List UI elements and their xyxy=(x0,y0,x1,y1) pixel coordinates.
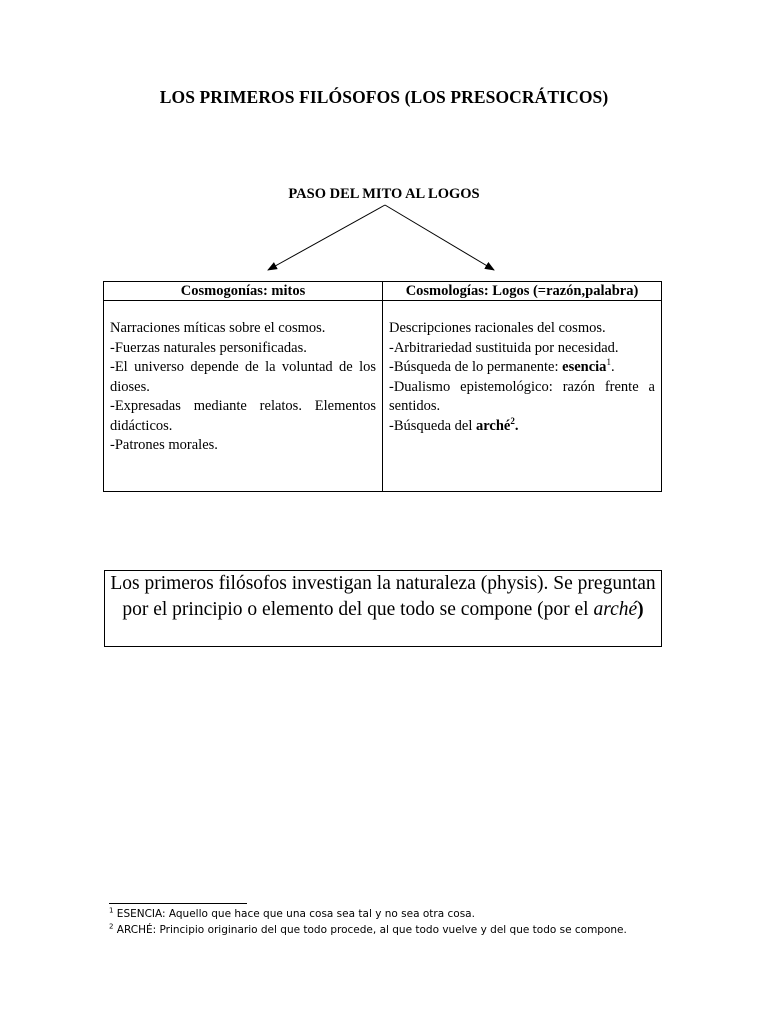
logos-line-esencia: -Búsqueda de lo permanente: esencia$^1$. xyxy=(389,357,615,375)
cell-logos xyxy=(383,301,662,492)
footnote-1: $^1$ ESENCIA: Aquello que hace que una cosa sea tal y no sea otra cosa. xyxy=(109,906,475,920)
mitos-line: Narraciones míticas sobre el cosmos. xyxy=(110,320,326,336)
footnotes xyxy=(109,907,627,938)
section-subtitle: PASO DEL MITO AL LOGOS xyxy=(288,186,480,202)
logos-line: -Dualismo epistemológico: razón frente a sentidos. xyxy=(389,378,655,414)
logos-line: -Arbitrariedad sustituida por necesidad. xyxy=(389,339,619,356)
footnote-ref-2[interactable]: 2 xyxy=(510,415,515,426)
arrow-left xyxy=(268,205,385,270)
summary-arche: arché xyxy=(593,599,638,620)
footnote-separator xyxy=(109,903,247,904)
document-title: LOS PRIMEROS FILÓSOFOS (LOS PRESOCRÁTICOS) xyxy=(159,87,609,107)
cell-mitos xyxy=(104,301,383,492)
mitos-line: -El universo depende de la voluntad de los dioses. xyxy=(110,359,376,395)
header-cosmologias: Cosmologías: Logos (=razón,palabra) xyxy=(383,282,662,301)
arche-term: arché xyxy=(475,417,511,434)
footnote-2: $^2$ ARCHÉ: Principio originario del que todo procede, al que todo vuelve y del que todo se compone. xyxy=(109,922,627,936)
mitos-line: -Fuerzas naturales personificadas. xyxy=(110,339,307,356)
mitos-line: -Expresadas mediante relatos. Elementos didácticos. xyxy=(110,398,376,434)
footnote-ref-1[interactable]: 1 xyxy=(606,357,611,368)
summary-text: Los primeros filósofos investigan la naturaleza (physis). Se preguntan por el principio o elemento del que todo se compone (por el xyxy=(110,573,656,620)
branch-arrows xyxy=(0,0,768,300)
comparison-table xyxy=(103,281,662,492)
summary-box: Los primeros filósofos investigan la naturaleza (physis). Se preguntan por el principio o elemento del que todo se compone (por el arché) xyxy=(104,570,662,647)
logos-line-arche: -Búsqueda del arché$^2$. xyxy=(389,415,519,434)
mitos-line: -Patrones morales. xyxy=(110,437,218,453)
esencia-term: esencia xyxy=(562,359,607,375)
logos-line: Descripciones racionales del cosmos. xyxy=(389,320,606,336)
header-cosmogonias: Cosmogonías: mitos xyxy=(104,282,383,301)
arrow-right xyxy=(385,205,494,270)
